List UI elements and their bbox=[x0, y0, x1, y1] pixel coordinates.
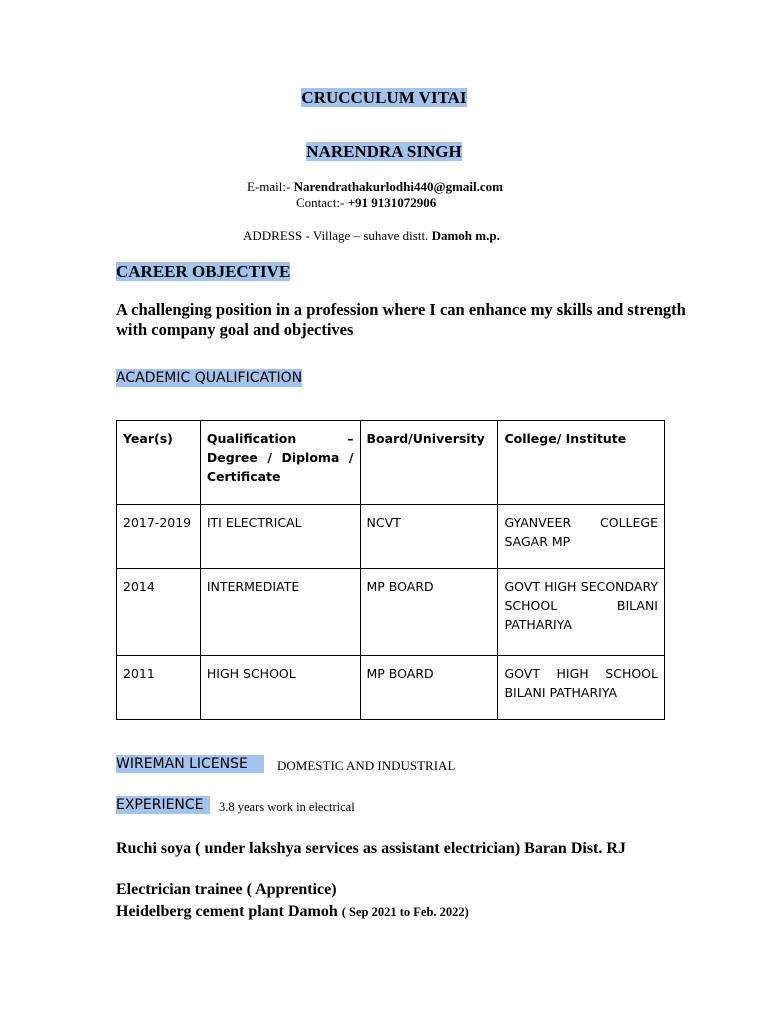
address-line bbox=[243, 228, 500, 243]
experience-entry-1: Ruchi soya ( under lakshya services as assistant electrician) Baran Dist. RJ bbox=[116, 840, 626, 857]
contact-value: +91 9131072906 bbox=[347, 195, 437, 210]
candidate-name: NARENDRA SINGH bbox=[306, 142, 462, 161]
wireman-license-heading: WIREMAN LICENSE bbox=[116, 755, 264, 773]
wireman-license-value: DOMESTIC AND INDUSTRIAL bbox=[277, 758, 456, 773]
career-objective-heading: CAREER OBJECTIVE bbox=[116, 262, 291, 281]
table-cell: HIGH SCHOOL bbox=[200, 656, 360, 720]
address-value: Damoh m.p. bbox=[431, 228, 500, 243]
table-cell: INTERMEDIATE bbox=[200, 569, 360, 656]
candidate-name-wrap bbox=[0, 142, 768, 162]
table-cell: 2017-2019 bbox=[117, 505, 201, 569]
career-heading-wrap bbox=[116, 262, 290, 282]
table-cell: 2014 bbox=[117, 569, 201, 656]
experience-heading: EXPERIENCE bbox=[116, 796, 210, 814]
academic-qualification-heading: ACADEMIC QUALIFICATION bbox=[116, 370, 303, 386]
table-row bbox=[117, 569, 665, 656]
table-cell: GYANVEER COLLEGE SAGAR MP bbox=[498, 505, 665, 569]
table-cell: GOVT HIGH SECONDARY SCHOOL BILANI PATHARIYA bbox=[498, 569, 665, 656]
experience-entry-2: Electrician trainee ( Apprentice) bbox=[116, 881, 337, 898]
address-label: ADDRESS - Village – suhave distt. bbox=[243, 228, 432, 243]
column-header: Qualification – Degree / Diploma / Certificate bbox=[200, 421, 360, 505]
column-header: Board/University bbox=[360, 421, 498, 505]
table-row bbox=[117, 505, 665, 569]
experience-heading-wrap bbox=[116, 797, 210, 813]
wireman-heading-wrap bbox=[116, 756, 264, 772]
academic-heading-wrap bbox=[116, 370, 302, 386]
table-cell: 2011 bbox=[117, 656, 201, 720]
contact-line bbox=[296, 195, 436, 210]
experience-entry-3 bbox=[116, 902, 469, 922]
email-line bbox=[247, 179, 503, 194]
table-cell: MP BOARD bbox=[360, 656, 498, 720]
column-header: College/ Institute bbox=[498, 421, 665, 505]
table-cell: ITI ELECTRICAL bbox=[200, 505, 360, 569]
table-cell: MP BOARD bbox=[360, 569, 498, 656]
table-header-row bbox=[117, 421, 665, 505]
resume-title-wrap bbox=[0, 88, 768, 108]
experience-entry-3-dates: ( Sep 2021 to Feb. 2022) bbox=[341, 905, 469, 919]
table-cell: NCVT bbox=[360, 505, 498, 569]
email-value: Narendrathakurlodhi440@gmail.com bbox=[293, 179, 503, 194]
experience-value: 3.8 years work in electrical bbox=[219, 800, 355, 814]
column-header: Year(s) bbox=[117, 421, 201, 505]
table-row bbox=[117, 656, 665, 720]
experience-entry-3-text: Heidelberg cement plant Damoh bbox=[116, 903, 342, 920]
contact-label: Contact:- bbox=[296, 195, 348, 210]
qualification-table bbox=[116, 420, 665, 720]
email-label: E-mail:- bbox=[247, 179, 294, 194]
resume-title: CRUCCULUM VITAI bbox=[301, 88, 467, 107]
table-cell: GOVT HIGH SCHOOL BILANI PATHARIYA bbox=[498, 656, 665, 720]
career-objective-text: A challenging position in a profession where I can enhance my skills and strength with company goal and objectives bbox=[116, 300, 686, 339]
